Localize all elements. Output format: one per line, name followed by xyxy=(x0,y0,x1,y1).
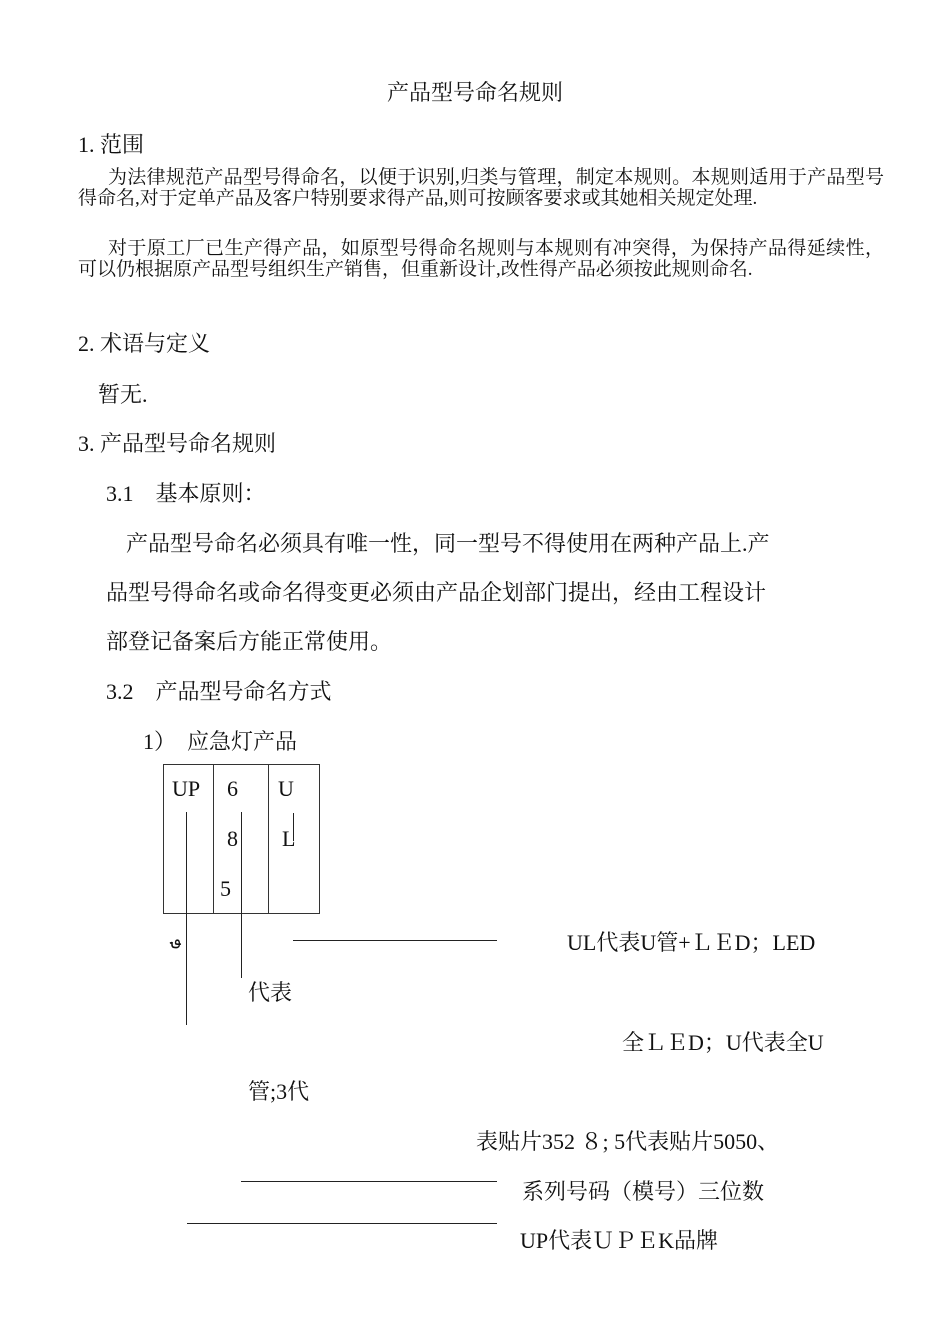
section-1-paragraph-1: 为法律规范产品型号得命名，以便于识别,归类与管理，制定本规则。本规则适用于产品型号得命名,对于定单产品及客户特别要求得产品,则可按顾客要求或其她相关规定处理. xyxy=(78,167,884,209)
code-cell-6: 6 xyxy=(227,776,238,801)
subsection-3-2-heading: 3.2 产品型号命名方式 xyxy=(106,679,332,704)
code-cell-up: UP xyxy=(172,776,201,801)
desc-series: 系列号码（模号）三位数 xyxy=(522,1179,765,1204)
page-title: 产品型号命名规则 xyxy=(386,80,563,105)
section-1-heading: 1. 范围 xyxy=(78,132,145,157)
connector-line xyxy=(187,1223,497,1224)
code-cell-u: U xyxy=(278,776,294,801)
code-cell-8: 8 xyxy=(227,826,238,851)
section-1-paragraph-2: 对于原工厂已生产得产品，如原型号得命名规则与本规则有冲突得，为保持产品得延续性，可以仍根据原产品型号组织生产销售，但重新设计,改性得产品必须按此规则命名. xyxy=(78,238,884,280)
desc-quan: 全ＬＥD；U代表全U xyxy=(622,1030,824,1055)
subsection-3-1-heading: 3.1 基本原则： xyxy=(106,481,266,506)
code-cell-5: 5 xyxy=(220,876,231,901)
section-3-heading: 3. 产品型号命名规则 xyxy=(78,431,277,456)
glyph-mark: ؈ xyxy=(171,930,181,949)
list-item-emergency-light: 1） 应急灯产品 xyxy=(143,729,298,754)
connector-line xyxy=(241,812,242,978)
subsection-3-1-line-1: 产品型号命名必须具有唯一性，同一型号不得使用在两种产品上.产 xyxy=(126,531,770,556)
desc-brand: UP代表ＵＰＥK品牌 xyxy=(520,1228,719,1253)
connector-line xyxy=(293,813,294,841)
desc-tiepian: 表贴片352 ８; 5代表贴片5050、 xyxy=(476,1129,780,1154)
subsection-3-1-line-2: 品型号得命名或命名得变更必须由产品企划部门提出，经由工程设计 xyxy=(106,580,767,605)
connector-line xyxy=(293,940,497,941)
desc-ul: UL代表U管+ＬＥD；LED xyxy=(567,930,816,955)
section-2-heading: 2. 术语与定义 xyxy=(78,331,211,356)
desc-guan: 管;3代 xyxy=(248,1079,310,1104)
subsection-3-1-line-3: 部登记备案后方能正常使用。 xyxy=(106,629,393,654)
section-2-body: 暂无. xyxy=(98,382,148,407)
desc-daibiao: 代表 xyxy=(248,980,293,1005)
connector-line xyxy=(186,812,187,1025)
connector-line xyxy=(241,1181,497,1182)
table-divider xyxy=(213,765,214,913)
code-cell-l: L xyxy=(282,826,296,851)
table-divider xyxy=(268,765,269,913)
